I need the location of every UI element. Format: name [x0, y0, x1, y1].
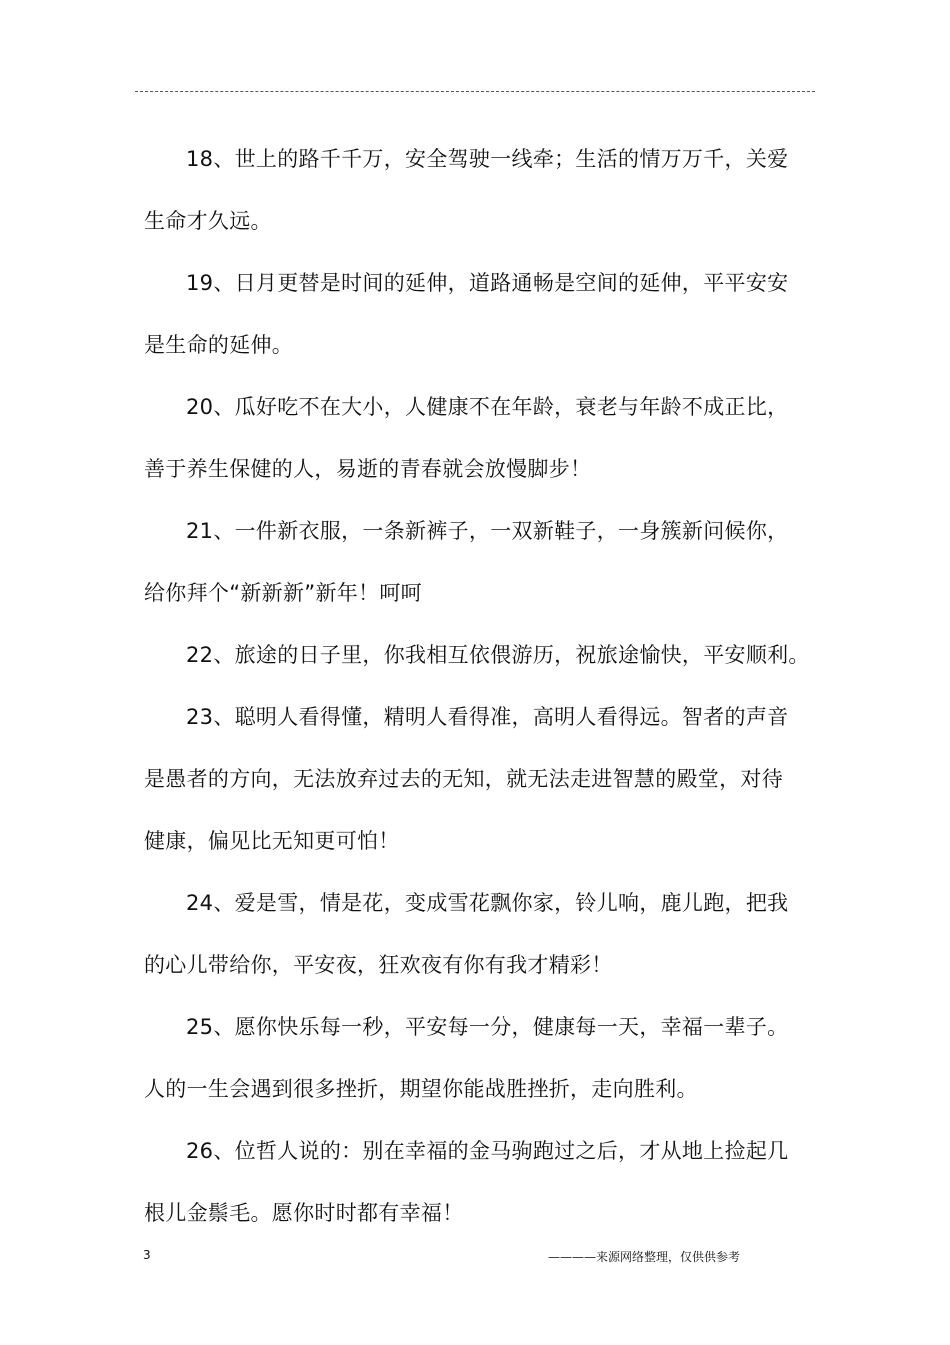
paragraph-line: 23、聪明人看得懂，精明人看得准，高明人看得远。智者的声音 — [186, 705, 789, 729]
paragraph-line: 24、爱是雪，情是花，变成雪花飘你家，铃儿响，鹿儿跑，把我 — [186, 891, 789, 915]
paragraph-line: 25、愿你快乐每一秒，平安每一分，健康每一天，幸福一辈子。 — [186, 1015, 789, 1039]
page-number: 3 — [143, 1248, 151, 1262]
paragraph-24 — [144, 872, 794, 996]
paragraph-line: 19、日月更替是时间的延伸，道路通畅是空间的延伸，平平安安 — [186, 271, 789, 295]
paragraph-18 — [144, 128, 794, 252]
paragraph-line: 的心儿带给你，平安夜，狂欢夜有你有我才精彩！ — [144, 953, 613, 977]
paragraph-line: 人的一生会遇到很多挫折，期望你能战胜挫折，走向胜利。 — [144, 1077, 698, 1101]
paragraph-19 — [144, 252, 794, 376]
paragraph-line: 根儿金鬃毛。愿你时时都有幸福！ — [144, 1201, 464, 1225]
paragraph-line: 18、世上的路千千万，安全驾驶一线牵；生活的情万万千，关爱 — [186, 147, 789, 171]
footer-source-note: ————来源网络整理，仅供供参考 — [548, 1250, 741, 1264]
paragraph-line: 生命才久远。 — [144, 209, 272, 233]
paragraph-line: 是生命的延伸。 — [144, 333, 294, 357]
paragraph-22 — [144, 624, 810, 686]
paragraph-line: 20、瓜好吃不在大小，人健康不在年龄，衰老与年龄不成正比， — [186, 395, 789, 419]
paragraph-20 — [144, 376, 794, 500]
paragraph-26 — [144, 1120, 794, 1244]
paragraph-line: 善于养生保健的人，易逝的青春就会放慢脚步！ — [144, 457, 592, 481]
paragraph-line: 26、位哲人说的：别在幸福的金马驹跑过之后，才从地上捡起几 — [186, 1139, 789, 1163]
paragraph-23 — [144, 686, 794, 872]
header-rule — [135, 91, 815, 92]
paragraph-line: 给你拜个“新新新”新年！呵呵 — [144, 581, 422, 605]
paragraph-line: 22、旅途的日子里，你我相互依偎游历，祝旅途愉快，平安顺利。 — [186, 643, 810, 667]
paragraph-line: 健康，偏见比无知更可怕！ — [144, 829, 400, 853]
paragraph-line: 21、一件新衣服，一条新裤子，一双新鞋子，一身簇新问候你， — [186, 519, 789, 543]
document-body — [144, 128, 810, 1244]
paragraph-25 — [144, 996, 794, 1120]
paragraph-21 — [144, 500, 794, 624]
paragraph-line: 是愚者的方向，无法放弃过去的无知，就无法走进智慧的殿堂，对待 — [144, 767, 783, 791]
